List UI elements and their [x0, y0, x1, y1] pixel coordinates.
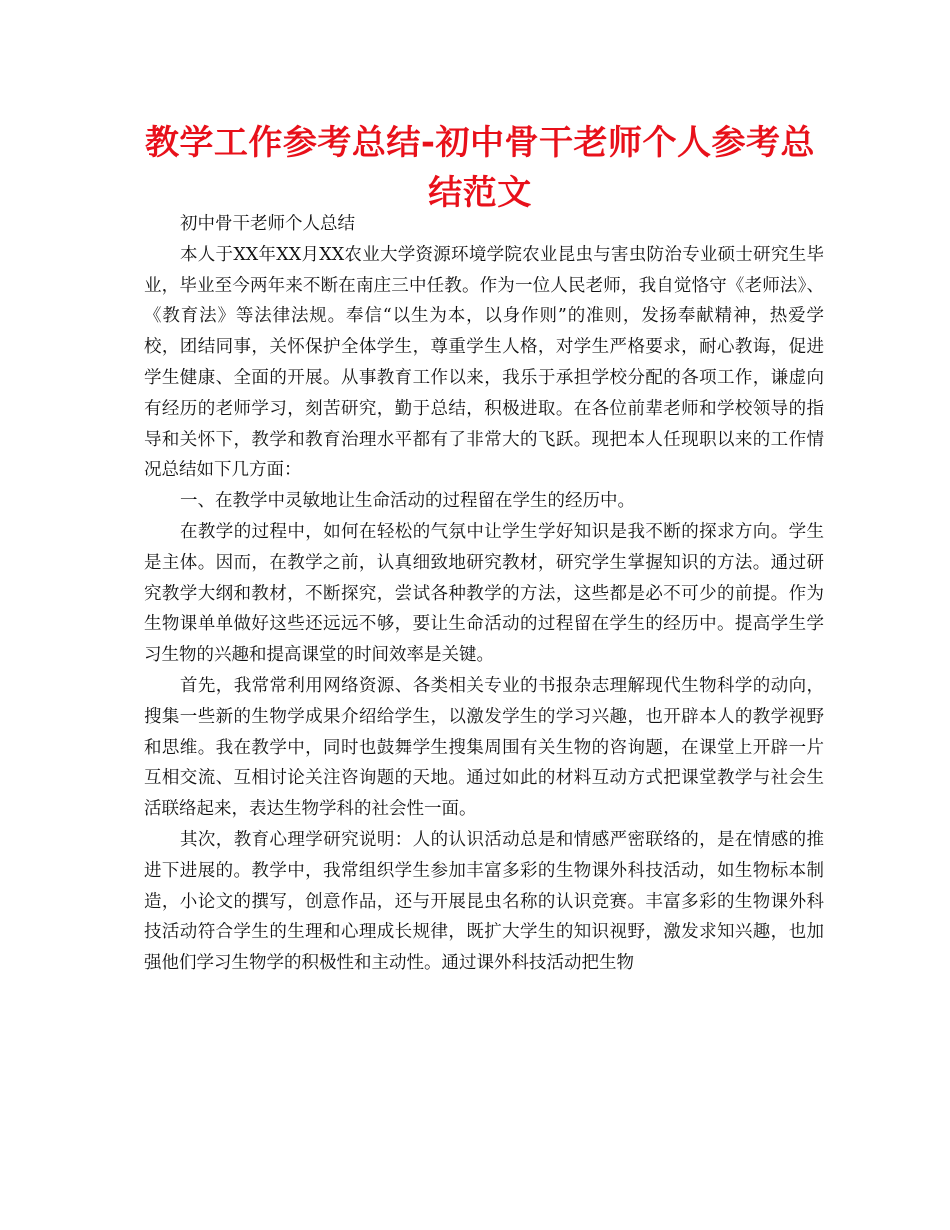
- paragraph-second: 其次，教育心理学研究说明：人的认识活动总是和情感严密联络的，是在情感的推进下进展的。教学中，我常组织学生参加丰富多彩的生物课外科技活动，如生物标本制造，小论文的撰写，创意作品，还与开展昆虫名称的认识竞赛。丰富多彩的生物课外科技活动符合学生的生理和心理成长规律，既扩大学生的知识视野，激发求知兴趣，也加强他们学习生物学的积极性和主动性。通过课外科技活动把生物: [144, 829, 824, 974]
- paragraph-first: 首先，我常常利用网络资源、各类相关专业的书报杂志理解现代生物科学的动向，搜集一些新的生物学成果介绍给学生，以激发学生的学习兴趣，也开辟本人的教学视野和思维。我在教学中，同时也鼓舞学生搜集周围有关生物的咨询题，在课堂上开辟一片互相交流、互相讨论关注咨询题的天地。通过如此的材料互动方式把课堂教学与社会生活联络起来，表达生物学科的社会性一面。: [144, 675, 824, 820]
- document-body: [144, 209, 824, 979]
- paragraph-intro: 本人于XX年XX月XX农业大学资源环境学院农业昆虫与害虫防治专业硕士研究生毕业，毕业至今两年来不断在南庄三中任教。作为一位人民老师，我自觉恪守《老师法》、《教育法》等法律法规。奉信“以生为本，以身作则”的准则，发扬奉献精神，热爱学校，团结同事，关怀保护全体学生，尊重学生人格，对学生严格要求，耐心教诲，促进学生健康、全面的开展。从事教育工作以来，我乐于承担学校分配的各项工作，谦虚向有经历的老师学习，刻苦研究，勤于总结，积极进取。在各位前辈老师和学校领导的指导和关怀下，教学和教育治理水平都有了非常大的飞跃。现把本人任现职以来的工作情况总结如下几方面：: [144, 244, 824, 481]
- paragraph-teaching-process: 在教学的过程中，如何在轻松的气氛中让学生学好知识是我不断的探求方向。学生是主体。因而，在教学之前，认真细致地研究教材，研究学生掌握知识的方法。通过研究教学大纲和教材，不断探究，尝试各种教学的方法，这些都是必不可少的前提。作为生物课单单做好这些还远远不够，要让生命活动的过程留在学生的经历中。提高学生学习生物的兴趣和提高课堂的时间效率是关键。: [144, 521, 824, 666]
- paragraph-section-heading: 一、在教学中灵敏地让生命活动的过程留在学生的经历中。: [180, 491, 635, 512]
- document-title: 教学工作参考总结-初中骨干老师个人参考总结范文: [144, 123, 816, 213]
- paragraph-subtitle: 初中骨干老师个人总结: [180, 214, 355, 234]
